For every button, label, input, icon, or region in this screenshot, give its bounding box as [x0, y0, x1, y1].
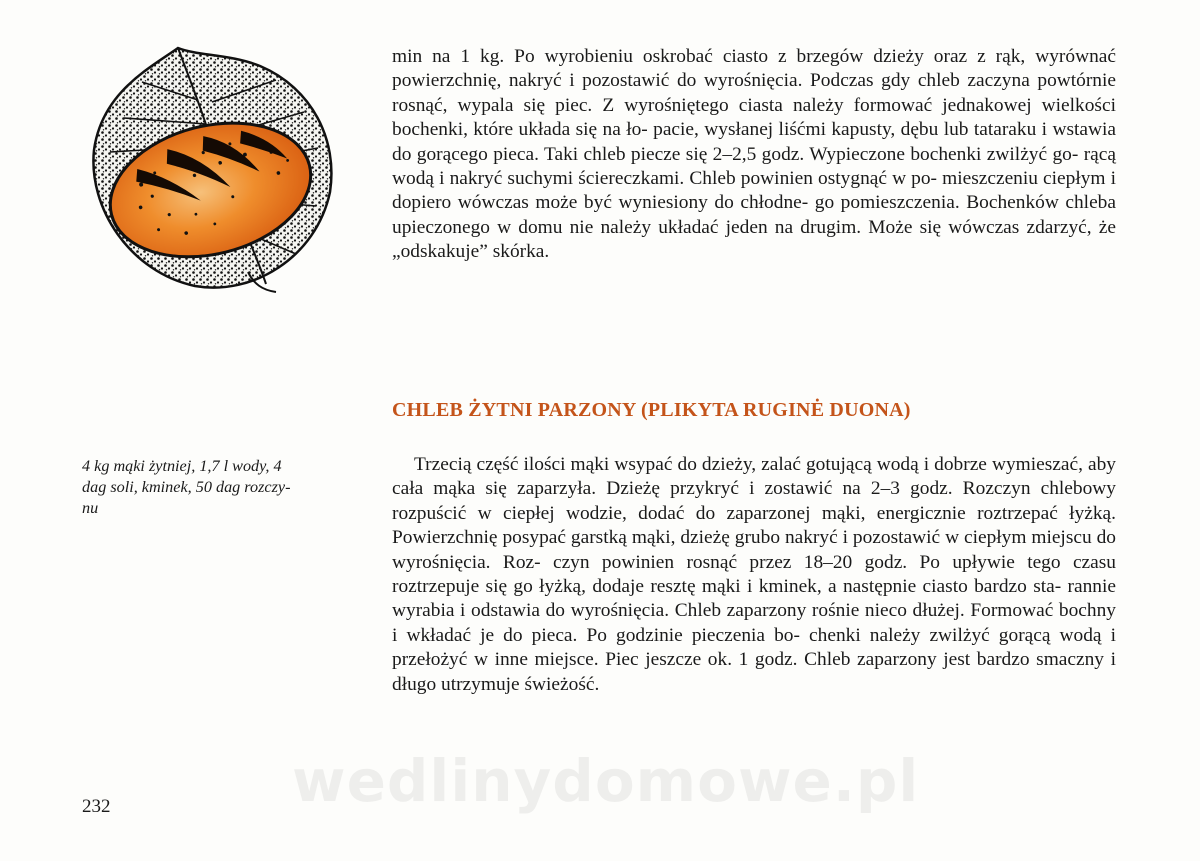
text-line: pacie, wysłanej liśćmi kapusty, dębu lub tataraku i wstawia do gorącego [392, 119, 1116, 165]
text-line: czyn powinien rosnąć przez 18–20 godz. Po upływie tego czasu roztrzepuje [392, 551, 1116, 598]
text-line: rącą wodą i nakryć suchymi ściereczkami. Chleb powinien ostygnąć w po- [392, 143, 1116, 190]
text-line: należy formować jednakowej wielkości bochenki, które układa się na ło- [392, 94, 1116, 141]
text-line: chleb zaczyna powtórnie rosnąć, wypala się piec. Z wyrośniętego ciasta [392, 70, 1116, 116]
text-line: mieszczeniu ciepłym i dopiero wówczas może być wyniesiony do chłodne- [392, 168, 1116, 214]
recipe-method [392, 453, 1116, 697]
recipe-title: CHLEB ŻYTNI PARZONY (PLIKYTA RUGINĖ DUONA) [392, 399, 911, 421]
bread-loaf-on-leaf-icon [80, 40, 340, 300]
text-line: min na 1 kg. Po wyrobieniu oskrobać ciasto z brzegów dzieży oraz z rąk, [392, 46, 1026, 67]
text-line: go pomieszczenia. Bochenków chleba upieczonego w domu nie należy [392, 192, 1116, 238]
text-line: rannie wyrabia i odstawia do wyrośnięcia. Chleb zaparzony rośnie nieco [392, 576, 1116, 622]
text-line: świeżość. [524, 673, 600, 695]
text-line: wyrównać powierzchnię, nakryć i pozostawić do wyrośnięcia. Podczas gdy [392, 46, 1116, 92]
paragraph-continued [392, 45, 1116, 265]
page-number: 232 [82, 796, 111, 817]
text-line: pieca. Taki chleb piecze się 2–2,5 godz. Wypieczone bochenki zwilżyć go- [493, 143, 1079, 165]
text-line: dłużej. Formować bochny i wkładać je do pieca. Po godzinie pieczenia bo- [392, 600, 1116, 646]
text-line: chenki należy zwilżyć gorącą wodą i przełożyć w inne miejsce. Piec jeszcze [392, 624, 1116, 671]
text-line: ok. 1 godz. Chleb zaparzony jest bardzo smaczny i długo utrzymuje [392, 649, 1116, 695]
text-line: układać jeden na drugim. Może się wówczas zdarzyć, że „odskakuje” [392, 216, 1116, 263]
text-line: skórka. [492, 241, 550, 263]
text-line: Trzecią część ilości mąki wsypać do dzieży, zalać gotującą wodą i dobrze [414, 454, 987, 475]
watermark: wedlinydomowe.pl [292, 747, 920, 815]
text-line: mąki, energicznie roztrzepać łyżką. Powierzchnię posypać garstką mąki, [392, 502, 1116, 549]
ingredients-line: nu [82, 499, 99, 517]
text-line: się go łyżką, dodaje resztę mąki i kminek, a następnie ciasto bardzo sta- [485, 576, 1062, 598]
ingredients-line: dag soli, kminek, 50 dag rozczy- [82, 478, 291, 496]
text-line: godz. Rozczyn chlebowy rozpuścić w ciepłej wodzie, dodać do zaparzonej [392, 478, 1116, 524]
text-line: wymieszać, aby cała mąka się zaparzyła. Dzieżę przykryć i zostawić na 2–3 [392, 454, 1116, 500]
ingredients-list [82, 456, 364, 519]
ingredients-line: 4 kg mąki żytniej, 1,7 l wody, 4 [82, 457, 282, 475]
text-line: dzieżę grubo nakryć i pozostawić w ciepłym miejscu do wyrośnięcia. Roz- [392, 527, 1116, 573]
